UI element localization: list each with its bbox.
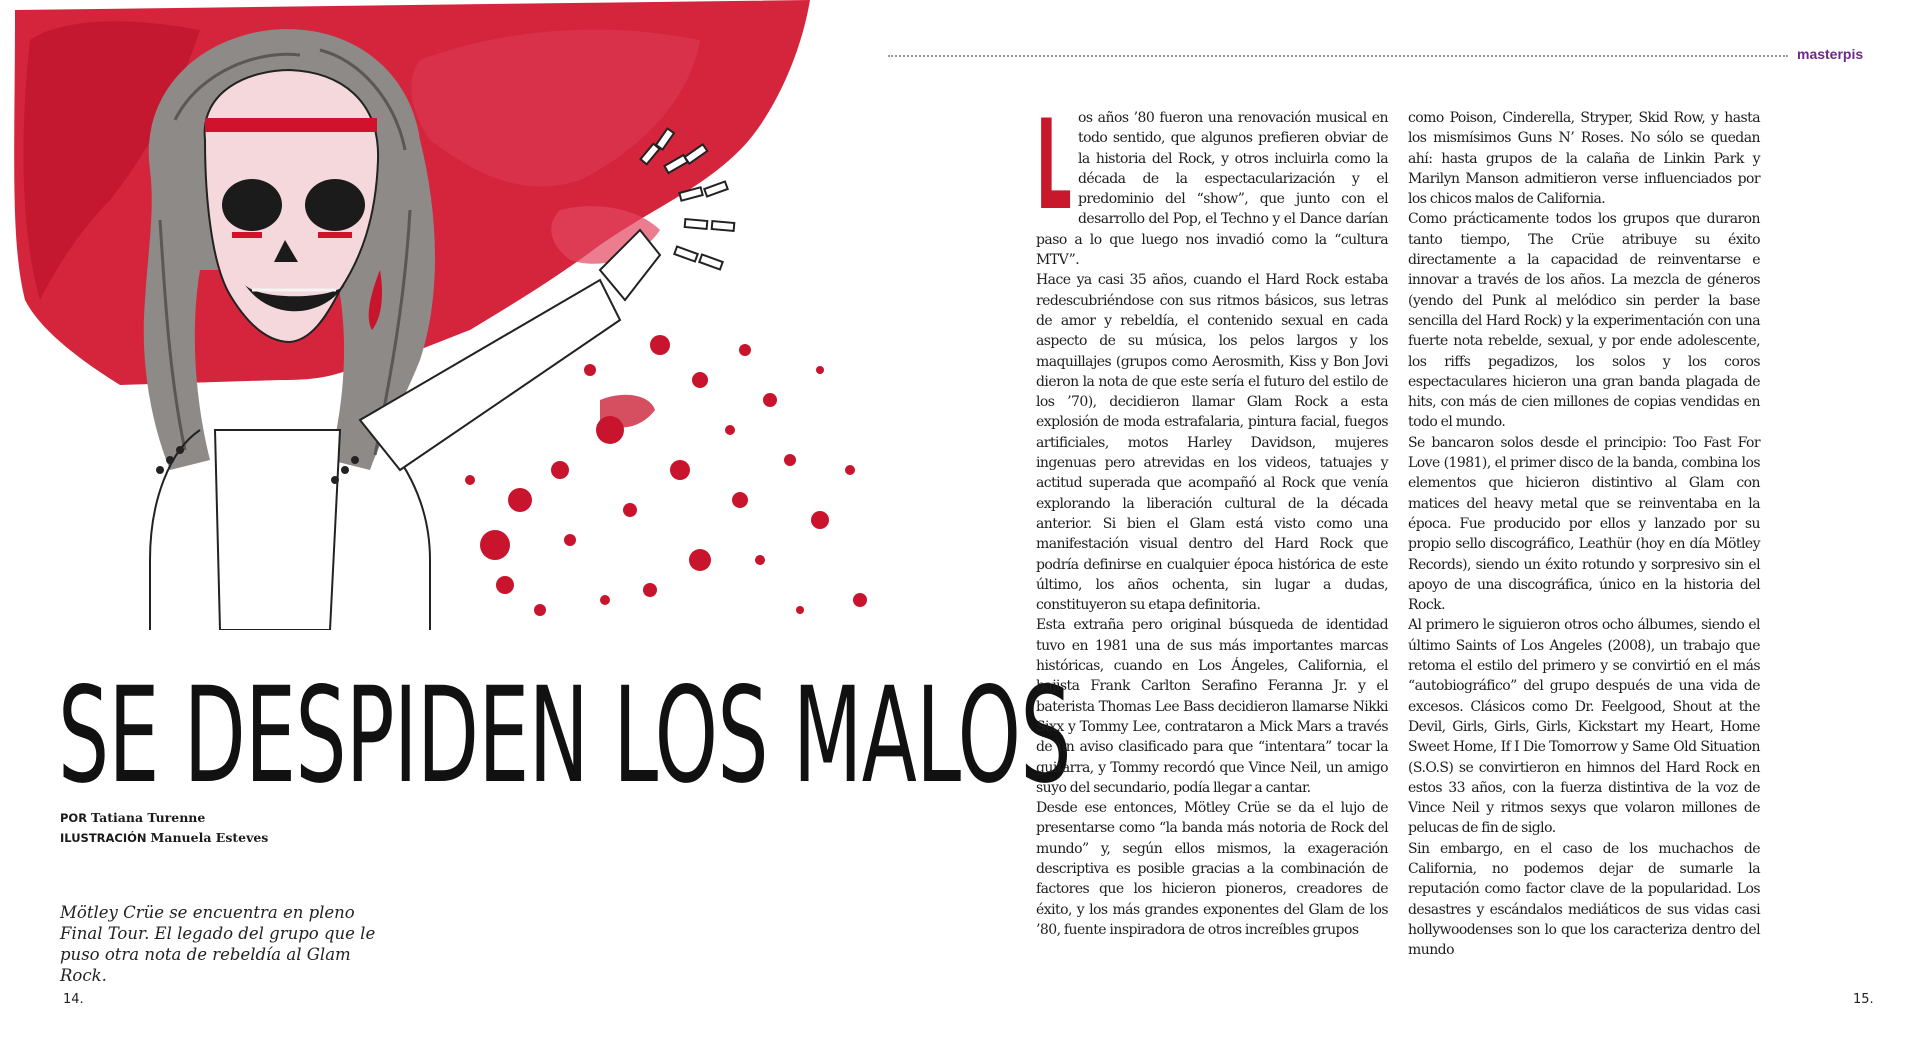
paragraph: Como prácticamente todos los grupos que duraron tanto tiempo, The Crüe atribuye su éxito directamente a la capacidad de reinventarse e innovar a través de los años. La mezcla de géneros (yendo del Punk al melódico sin perder la base sencilla del Hard Rock) y la experimentación con una fuerte nota rebelde, sexual, y por ende adolescente, los riffs pegadizos, los solos y los coros espectaculares hicieron una gran banda plagada de hits, con más de cien millones de copias vendidas en todo el mundo.	[1408, 211, 1760, 431]
illustration-credit	[60, 828, 268, 848]
byline-label: POR	[60, 811, 88, 825]
skeleton-rocker-illustration	[0, 0, 880, 630]
deck: Mötley Crüe se encuentra en pleno Final Tour. El legado del grupo que le puso otra nota de rebeldía al Glam Rock.	[60, 902, 376, 985]
drop-cap: L	[1036, 94, 1072, 238]
page-number-right: 15.	[1853, 992, 1874, 1007]
brand-logo: masterpis	[1797, 46, 1864, 62]
headline-text: SE DESPIDEN LOS MALOS	[58, 659, 1071, 814]
page-number-left: 14.	[63, 992, 84, 1007]
paragraph: Sin embargo, en el caso de los muchachos de California, no podemos dejar de sumarle la reputación como factor clave de la popularidad. Los desastres y escándalos mediáticos de sus vidas casi hollywoodenses son lo que los caracteriza dentro del mundo	[1408, 840, 1760, 959]
byline	[60, 808, 268, 828]
paragraph: Esta extraña pero original búsqueda de identidad tuvo en 1981 una de sus más importantes marcas históricas, cuando en Los Ángeles, California, el bajista Frank Carlton Serafino Feranna Jr. y el baterista Thomas Lee Bass decidieron llamarse Nikki Sixx y Tommy Lee, contrataron a Mick Mars a través de un aviso clasificado para que “intentara” tocar la guitarra, y Tommy recordó que Vince Neil, un amigo suyo del secundario, podía llegar a cantar.	[1036, 617, 1388, 796]
paragraph: Desde ese entonces, Mötley Crüe se da el lujo de presentarse como “la banda más notoria de Rock del mundo” y, según ellos mismos, la exageración descriptiva es posible gracias a la combinación de factores que los hicieron pioneros, creadores de éxito, y los más grandes exponentes del Glam de los ’80, fuente inspiradora de otros increíbles grupos	[1036, 800, 1388, 938]
paragraph: Al primero le siguieron otros ocho álbumes, siendo el último Saints of Los Angeles (2008), un trabajo que retoma el estilo del primero y se convirtió en el más “autobiográfico” del grupo después de una vida de excesos. Clásicos como Dr. Feelgood, Shout at the Devil, Girls, Girls, Girls, Kickstart my Heart, Home Sweet Home, If I Die Tomorrow y Same Old Situation (S.O.S) se convirtieron en himnos del Hard Rock en estos 33 años, con la fuerza distintiva de la voz de Vince Neil y ritmos sexys que volaron millones de pelucas de fin de siglo.	[1408, 617, 1760, 837]
paragraph: Hace ya casi 35 años, cuando el Hard Rock estaba redescubriéndose con sus ritmos básicos, sus letras de amor y rebeldía, el contenido sexual en cada aspecto de su música, los pelos largos y los maquillajes (grupos como Aerosmith, Kiss y Bon Jovi dieron la nota de que este sería el futuro del estilo de los ’70), decidieron llamar Glam Rock a esta explosión de moda estrafalaria, pintura facial, fuegos artificiales, motos Harley Davidson, mujeres ingenuas pero atrevidas en los videos, tatuajes y actitud superada que acompañó al Rock que venía explorando la liberación cultural de la década anterior. Si bien el Glam está visto como una manifestación visual dentro del Hard Rock que podría definirse en cualquier época histórica de este último, los años ochenta, sin lugar a dudas, constituyeron su etapa definitoria.	[1036, 272, 1388, 614]
paragraph-text: os años ’80 fueron una renovación musical en todo sentido, que algunos prefieren obviar de la historia del Rock, y otros incluirla como la década de la espectacularización y el predominio del “show”, que junto con el desarrollo del Pop, el Techno y el Dance darían paso a lo que luego nos invadió como la “cultura MTV”.	[1036, 110, 1388, 269]
illustration-label: ILUSTRACIÓN	[60, 831, 147, 845]
text-column-2	[1408, 108, 1760, 960]
paragraph	[1036, 94, 1388, 270]
byline-name: Tatiana Turenne	[91, 810, 206, 825]
credits	[60, 808, 268, 848]
headline	[58, 659, 1071, 814]
text-column-1	[1036, 94, 1388, 940]
illustration-name: Manuela Esteves	[150, 830, 269, 845]
paragraph: Se bancaron solos desde el principio: Too Fast For Love (1981), el primer disco de la banda, combina los elementos que hicieron distintivo al Glam con matices del heavy metal que se reinventaba en la época. Fue producido por ellos y lanzado por su propio sello discográfico, Leathür (hoy en día Mötley Records), siendo un éxito rotundo y sorpresivo sin el apoyo de una discográfica, único en la historia del Rock.	[1408, 434, 1760, 614]
paragraph: como Poison, Cinderella, Stryper, Skid Row, y hasta los mismísimos Guns N’ Roses. No sólo se quedan ahí: hasta grupos de la calaña de Linkin Park y Marilyn Manson admitieron verse influenciados por los chicos malos de California.	[1408, 110, 1760, 208]
header-rule	[888, 55, 1788, 57]
